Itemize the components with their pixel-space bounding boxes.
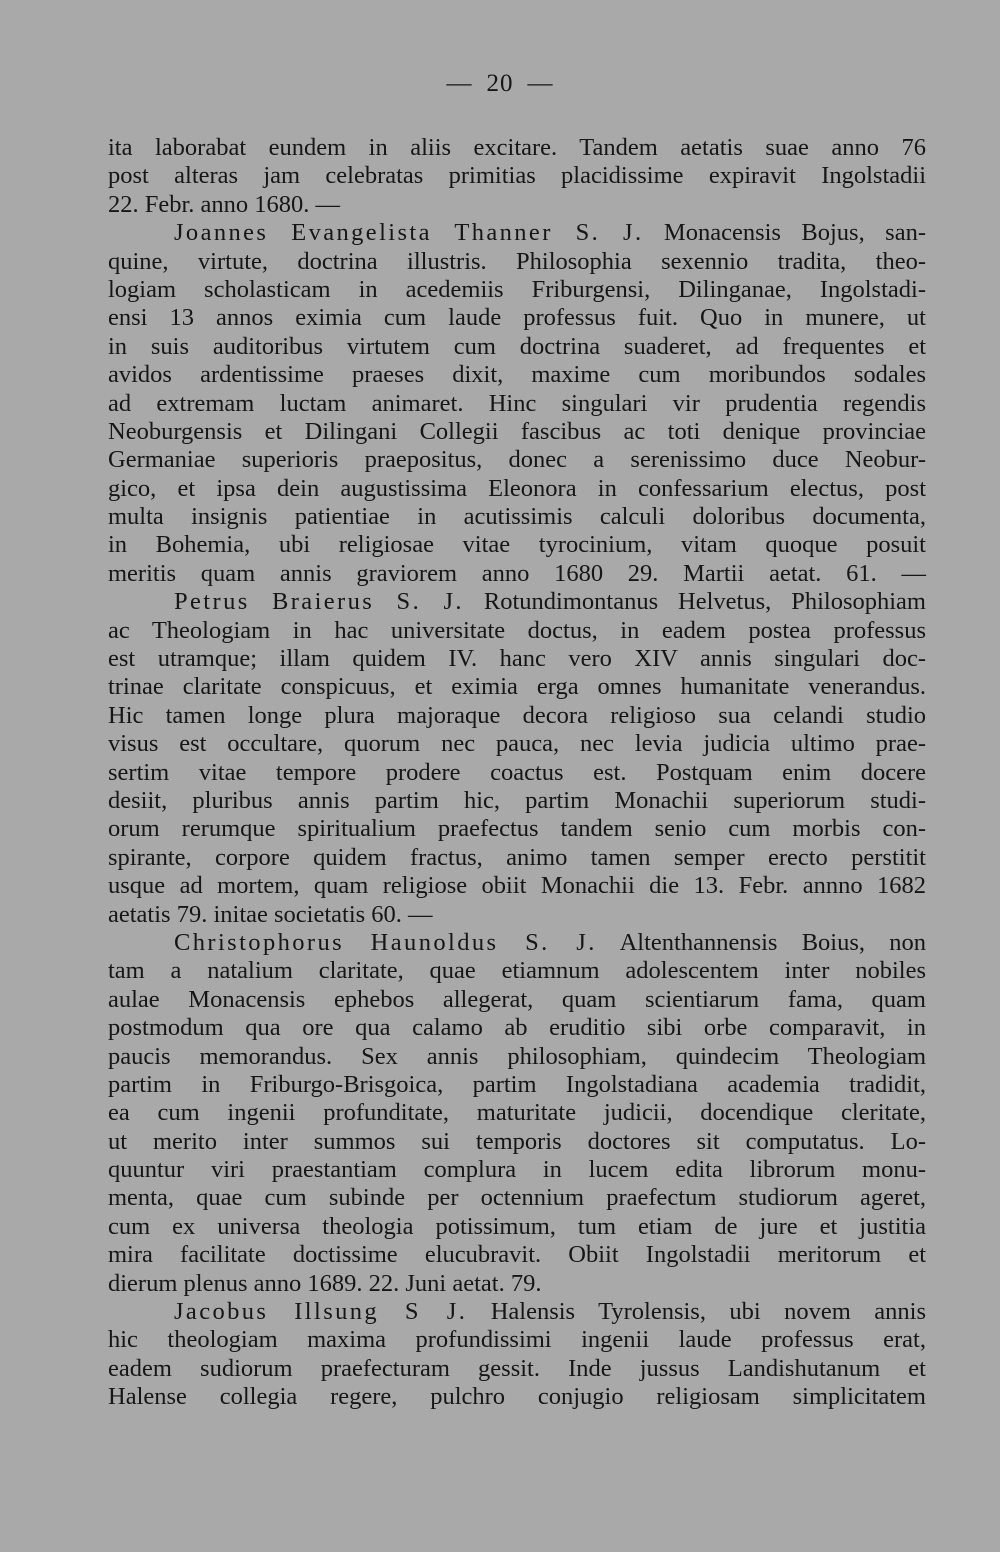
- text-line: [108, 929, 926, 957]
- text-line: quuntur viri praestantiam complura in lucem edita librorum monu-: [108, 1156, 926, 1184]
- text-line: ac Theologiam in hac universitate doctus, in eadem postea professus: [108, 616, 926, 644]
- text-line: in Bohemia, ubi religiosae vitae tyrocinium, vitam quoque posuit: [108, 531, 926, 559]
- person-name: Christophorus Haunoldus S. J.: [174, 928, 597, 956]
- text-line: cum ex universa theologia potissimum, tum etiam de jure et justitia: [108, 1212, 926, 1240]
- text-line: trinae claritate conspicuus, et eximia erga omnes humanitate venerandus.: [108, 673, 926, 701]
- text-line: aetatis 79. initae societatis 60. —: [108, 900, 433, 928]
- header-dash-right: —: [527, 70, 554, 97]
- person-name: Jacobus Illsung S J.: [174, 1298, 468, 1326]
- text-line: spirante, corpore quidem fractus, animo tamen semper erecto perstitit: [108, 843, 926, 871]
- text-line: desiit, pluribus annis partim hic, partim Monachii superiorum studi-: [108, 786, 926, 814]
- text-line: Halense collegia regere, pulchro conjugio religiosam simplicitatem: [108, 1383, 926, 1411]
- text-line: mira facilitate doctissime elucubravit. Obiit Ingolstadii meritorum et: [108, 1241, 926, 1269]
- text-line: [108, 588, 926, 616]
- text-line: [108, 219, 926, 247]
- text-line: postmodum qua ore qua calamo ab eruditio sibi orbe comparavit, in: [108, 1014, 926, 1042]
- text-line: [108, 1298, 926, 1326]
- text-line: est utramque; illam quidem IV. hanc vero XIV annis singulari doc-: [108, 645, 926, 673]
- page-header: [0, 70, 1000, 98]
- text-line: Neoburgensis et Dilingani Collegii fascibus ac toti denique provinciae: [108, 417, 926, 445]
- text-line: 22. Febr. anno 1680. —: [108, 190, 341, 218]
- text-line: ea cum ingenii profunditate, maturitate judicii, docendique cleritate,: [108, 1099, 926, 1127]
- text-line: dierum plenus anno 1689. 22. Juni aetat. 79.: [108, 1269, 542, 1297]
- text-line: in suis auditoribus virtutem cum doctrina suaderet, ad frequentes et: [108, 332, 926, 360]
- text-line: usque ad mortem, quam religiose obiit Monachii die 13. Febr. annno 1682: [108, 872, 926, 900]
- person-name: Joannes Evangelista Thanner S. J.: [174, 219, 644, 247]
- body-text: [108, 134, 926, 1412]
- line-rest: Altenthannensis Boius, non: [619, 928, 926, 956]
- text-line: tam a natalium claritate, quae etiamnum adolescentem inter nobiles: [108, 957, 926, 985]
- line-rest: Rotundimontanus Helvetus, Philosophiam: [483, 588, 926, 616]
- text-line: ita laborabat eundem in aliis excitare. Tandem aetatis suae anno 76: [108, 134, 926, 161]
- text-line: logiam scholasticam in acedemiis Friburgensi, Dilinganae, Ingolstadi-: [108, 275, 926, 303]
- text-line: menta, quae cum subinde per octennium praefectum studiorum ageret,: [108, 1184, 926, 1212]
- text-line: hic theologiam maxima profundissimi ingenii laude professus erat,: [108, 1326, 926, 1354]
- page-number: 20: [486, 70, 514, 97]
- text-line: ensi 13 annos eximia cum laude professus fuit. Quo in munere, ut: [108, 304, 926, 332]
- text-line: aulae Monacensis ephebos allegerat, quam scientiarum fama, quam: [108, 985, 926, 1013]
- text-line: ut merito inter summos sui temporis doctores sit computatus. Lo-: [108, 1127, 926, 1155]
- text-line: paucis memorandus. Sex annis philosophiam, quindecim Theologiam: [108, 1042, 926, 1070]
- text-line: multa insignis patientiae in acutissimis calculi doloribus documenta,: [108, 503, 926, 531]
- text-line: orum rerumque spiritualium praefectus tandem senio cum morbis con-: [108, 815, 926, 843]
- text-line: partim in Friburgo-Brisgoica, partim Ingolstadiana academia tradidit,: [108, 1070, 926, 1098]
- text-line: sertim vitae tempore prodere coactus est. Postquam enim docere: [108, 758, 926, 786]
- text-line: avidos ardentissime praeses dixit, maxime cum moribundos sodales: [108, 361, 926, 389]
- text-line: post alteras jam celebratas primitias placidissime expiravit Ingolstadii: [108, 162, 926, 190]
- text-line: ad extremam luctam animaret. Hinc singulari vir prudentia regendis: [108, 389, 926, 417]
- text-line: Germaniae superioris praepositus, donec a serenissimo duce Neobur-: [108, 446, 926, 474]
- text-line: gico, et ipsa dein augustissima Eleonora in confessarium electus, post: [108, 474, 926, 502]
- text-line: Hic tamen longe plura majoraque decora religioso sua celandi studio: [108, 701, 926, 729]
- person-name: Petrus Braierus S. J.: [174, 588, 464, 616]
- line-rest: Halensis Tyrolensis, ubi novem annis: [490, 1298, 926, 1326]
- text-line: visus est occultare, quorum nec pauca, nec levia judicia ultimo prae-: [108, 730, 926, 758]
- text-line: quine, virtute, doctrina illustris. Philosophia sexennio tradita, theo-: [108, 247, 926, 275]
- text-line: eadem sudiorum praefecturam gessit. Inde jussus Landishutanum et: [108, 1354, 926, 1382]
- line-rest: Monacensis Bojus, san-: [663, 219, 926, 247]
- text-line: meritis quam annis graviorem anno 1680 29. Martii aetat. 61. —: [108, 559, 926, 587]
- header-dash-left: —: [446, 70, 473, 97]
